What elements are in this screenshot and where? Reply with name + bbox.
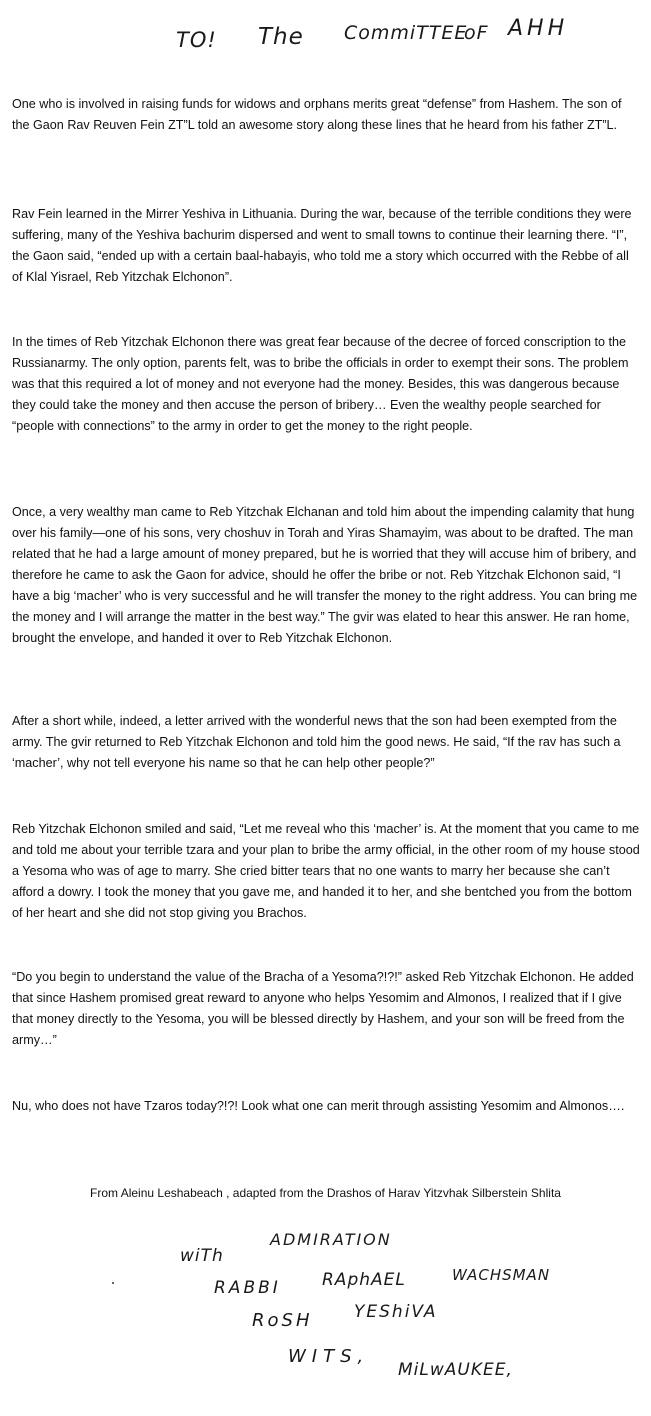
paragraph-macher-reveal: Reb Yitzchak Elchonon smiled and said, “Let me reveal who this ‘macher’ is. At the moment that you came to me and told me about your terrible tzara and your plan to bribe the army official, in the other room of my house stood a Yesoma who was of age to marry. She cried bitter tears that no one wants to marry her because she can’t afford a dowry. I took the money that you gave me, and handed it to her, and she bentched you from the bottom of her heart and she did not stop giving you Brachos. [12,822,640,920]
paragraph-rav-fein: Rav Fein learned in the Mirrer Yeshiva in Lithuania. During the war, because of the terrible conditions they were suffering, many of the Yeshiva bachurim dispersed and went to small towns to continue their learning there. “I”, the Gaon said, “ended up with a certain baal-habayis, who told me a story which occurred with the Rebbe of all of Klal Yisrael, Reb Yitzchak Elchonon”. [12,207,632,284]
paragraph-letter-arrived: After a short while, indeed, a letter arrived with the wonderful news that the son had been exempted from the army. The gvir returned to Reb Yitzchak Elchonon and told him the good news. He said, “If the rav has such a ‘macher’, why not tell everyone his name so that he can help other people?” [12,714,621,770]
signature-with: wiTh [180,1246,224,1266]
header-to: TO! [176,28,217,52]
signature-raphael: RAphAEL [322,1270,406,1290]
paragraph-conclusion: Nu, who does not have Tzaros today?!?! Look what one can merit through assisting Yesomim and Almonos…. [12,1099,625,1113]
signature-admiration: ADMIRATION [270,1230,392,1249]
signature-yeshiva: YEShiVA [354,1302,438,1322]
paragraph-conscription: In the times of Reb Yitzchak Elchonon there was great fear because of the decree of forced conscription to the Russianarmy. The only option, parents felt, was to bribe the officials in order to exempt their sons. The problem was that this required a lot of money and not everyone had the money. Besides, this was dangerous because they could take the money and then accuse the person of bribery… Even the wealthy people searched for “people with connections” to the army in order to get the money to the right people. [12,335,629,433]
paragraph-bracha-yesoma: “Do you begin to understand the value of the Bracha of a Yesoma?!?!” asked Reb Yitzchak Elchonon. He added that since Hashem promised great reward to anyone who helps Yesomim and Almonos, I realized that if I give that money directly to the Yesoma, you will be blessed directly by Hashem, and your son will be freed from the army…” [12,970,634,1047]
header-of: oF [464,22,489,44]
signature-wachsman: WACHSMAN [452,1266,551,1284]
header-committee: CommiTTEE [344,22,468,44]
stray-dot [112,1282,114,1284]
paragraph-intro: One who is involved in raising funds for widows and orphans merits great “defense” from Hashem. The son of the Gaon Rav Reuven Fein ZT”L told an awesome story along these lines that he heard from his father ZT”L. [12,97,622,132]
source-citation: From Aleinu Leshabeach , adapted from the Drashos of Harav Yitzvhak Silberstein Shlita [90,1186,561,1200]
paragraph-wealthy-man: Once, a very wealthy man came to Reb Yitzchak Elchanan and told him about the impending calamity that hung over his family—one of his sons, very choshuv in Torah and Yiras Shamayim, was about to be drafted. The man related that he had a large amount of money prepared, but he is worried that they will accuse him of bribery, and therefore he came to ask the Gaon for advice, should he offer the bribe or not. Reb Yitzchak Elchonon said, “I have a big ‘macher’ who is very successful and he will transfer the money to the right address. You can bring me the money and I will arrange the matter in the best way.” The gvir was elated to hear this answer. He ran home, brought the envelope, and handed it over to Reb Yitzchak Elchonon. [12,505,638,645]
header-org: AHH [508,16,569,41]
signature-rosh: RoSH [252,1310,313,1331]
signature-milwaukee: MiLwAUKEE, [398,1360,513,1380]
header-the: The [258,24,304,50]
signature-wits: WITS, [288,1346,370,1367]
signature-rabbi: RABBI [214,1278,281,1298]
